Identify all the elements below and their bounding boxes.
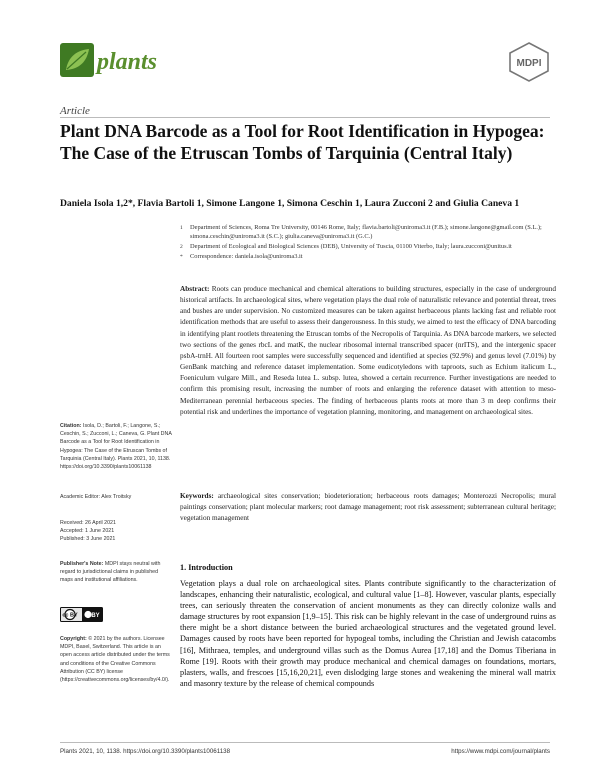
author-list: Daniela Isola 1,2*, Flavia Bartoli 1, Simone Langone 1, Simona Ceschin 1, Laura Zucconi 2 and Giulia Caneva 1 bbox=[60, 198, 520, 209]
affiliation-text: Correspondence: daniela.isola@uniroma3.it bbox=[190, 252, 303, 260]
publication-dates bbox=[60, 519, 172, 544]
affiliation-item bbox=[180, 224, 560, 241]
citation-label: Citation: bbox=[60, 423, 82, 429]
svg-text:BY: BY bbox=[91, 613, 100, 619]
citation-text: Isola, D.; Bartoli, F.; Langone, S.; Ceschin, S.; Zucconi, L.; Caneva, G. Plant DNA Barcode as a Tool for Root Identification in Hypogea: The Case of the Etruscan Tombs of Tarquinia (Central Italy). Plants 2021, 10, 1138. https://doi.org/10.3390/plants10061138 bbox=[60, 423, 172, 471]
affiliation-mark: 2 bbox=[180, 243, 183, 250]
affiliation-mark: * bbox=[180, 253, 183, 260]
article-title: Plant DNA Barcode as a Tool for Root Identification in Hypogea: The Case of the Etruscan Tombs of Tarquinia (Central Italy) bbox=[60, 121, 545, 163]
affiliation-mark: 1 bbox=[180, 225, 183, 231]
keywords-label: Keywords: bbox=[180, 492, 214, 500]
copyright-text: © 2021 by the authors. Licensee MDPI, Basel, Switzerland. This article is an open access article distributed under the terms and conditions of the Creative Commons Attribution (CC BY) license (https://creativecommons.org/licenses/by/4.0/). bbox=[60, 636, 170, 684]
cc-by-license-icon[interactable] bbox=[60, 607, 103, 622]
article-type: Article bbox=[60, 105, 90, 117]
section-body: Vegetation plays a dual role on archaeological sites. Plants contribute significantly to the characterization of landscapes, enhancing their naturalistic, ecological, and cultural value [1–8]. However, vascular plants, especially trees, can seriously threaten the conservation of ancient monuments as they can directly colonize walls and damage structures by root expansion [1,9–15]. This risk can be highly relevant in the case of underground ruins as there might be a short distance between the buried archaeological structures and the vegetated ground level. Damages caused by roots have been reported for hypogeal tombs, including the Christian and Jewish catacombs [16], Mithraea, temples, and underground villas such as the Domus Aurea [17,18] and the Domus Tiberiana in Rome [19]. Roots with their growth may produce mechanical and chemical damages on foundations, mortars, plasters, walls, and frescoes [15,16,20,21], even dislodging large stones and weakening the mineral wall matrix and masonry texture by the release of chemical compounds bbox=[180, 579, 556, 688]
keywords bbox=[180, 491, 556, 524]
publisher-note bbox=[60, 560, 172, 585]
plants-leaf-logo-icon bbox=[60, 43, 94, 77]
publisher-note-label: Publisher's Note: bbox=[60, 561, 104, 567]
footer-citation: Plants 2021, 10, 1138. https://doi.org/10.3390/plants10061138 bbox=[60, 748, 231, 755]
footer-journal-link[interactable]: https://www.mdpi.com/journal/plants bbox=[451, 748, 550, 755]
editor-label: Academic Editor: bbox=[60, 494, 101, 500]
affiliation-text: Department of Ecological and Biological Sciences (DEB), University of Tuscia, 01100 Viterbo, Italy; laura.zucconi@unitus.it bbox=[190, 242, 512, 250]
mdpi-logo-text: MDPI bbox=[516, 58, 542, 69]
footer-divider bbox=[60, 742, 550, 743]
copyright-label: Copyright: bbox=[60, 636, 87, 642]
abstract bbox=[180, 284, 556, 418]
mdpi-logo-icon bbox=[508, 42, 550, 82]
affiliations bbox=[180, 224, 560, 263]
published-date: Published: 3 June 2021 bbox=[60, 536, 116, 543]
cc-badge-text: cc BY bbox=[62, 612, 78, 619]
accepted-date: Accepted: 1 June 2021 bbox=[60, 528, 115, 535]
header-divider bbox=[60, 117, 550, 118]
affiliation-text: Department of Sciences, Roma Tre University, 00146 Rome, Italy; flavia.bartoli@uniroma3.it (F.B.); simone.langone@gmail.com (S.L.); simona.ceschin@uniroma3.it (S.C.); giulia.caneva@uniroma3.it (G.C.) bbox=[190, 224, 542, 240]
publisher-note-text: MDPI stays neutral with regard to jurisdictional claims in published maps and institutional affiliations. bbox=[60, 561, 161, 584]
abstract-text: Roots can produce mechanical and chemical alterations to building structures, especially in the case of underground historical artifacts. In archaeological sites, where vegetation plays the dual role of naturalistic relevance and potential threat, trees and bushes are under supervision. No customized measures can be taken against herbaceous plants lacking fast and reliable root identification methods that are useful to assess their dangerousness. In this study, we aimed to test the efficacy of DNA barcoding in identifying plant rootlets threatening the Etruscan tombs of the Necropolis of Tarquinia. As DNA barcode markers, we selected two sections of the genes rbcL and matK, the nuclear ribosomal internal transcribed spacer (nrITS), and the intergenic spacer psbA-trnH. All fourteen root samples were successfully sequenced and identified at species (92.9%) and genus level (7.01%) by GenBank matching and reference dataset implementation. Some eudicotyledons with taproots, such as Echium italicum L., Foeniculum vulgare Mill., and Reseda lutea L. subsp. lutea, showed a certain recurrence. Further investigations are needed to confirm this promising result, increasing the number of roots and enlarging the reference dataset with attention to meso-Mediterranean perennial herbaceous species. The finding of herbaceous plants roots at more than 3 m deep confirms their potential risk and underlines the importance of vegetation planning, monitoring, and management on archaeological sites. bbox=[180, 285, 556, 416]
affiliation-item bbox=[180, 243, 560, 252]
affiliation-item bbox=[180, 253, 560, 262]
journal-name: plants bbox=[97, 49, 158, 75]
received-date: Received: 26 April 2021 bbox=[60, 520, 116, 526]
citation-block bbox=[60, 422, 172, 471]
abstract-label: Abstract: bbox=[180, 285, 210, 293]
academic-editor bbox=[60, 493, 172, 501]
editor-name: Alex Troitsky bbox=[101, 494, 132, 500]
section-heading: 1. Introduction bbox=[180, 563, 233, 572]
keywords-text: archaeological sites conservation; biodeterioration; herbaceous roots damages; Monterozzi Necropolis; mural paintings conservation; plant molecular markers; root damage management; root risk assessment; subterranean cultural heritage; vegetation management bbox=[180, 492, 557, 523]
copyright-block bbox=[60, 635, 172, 684]
